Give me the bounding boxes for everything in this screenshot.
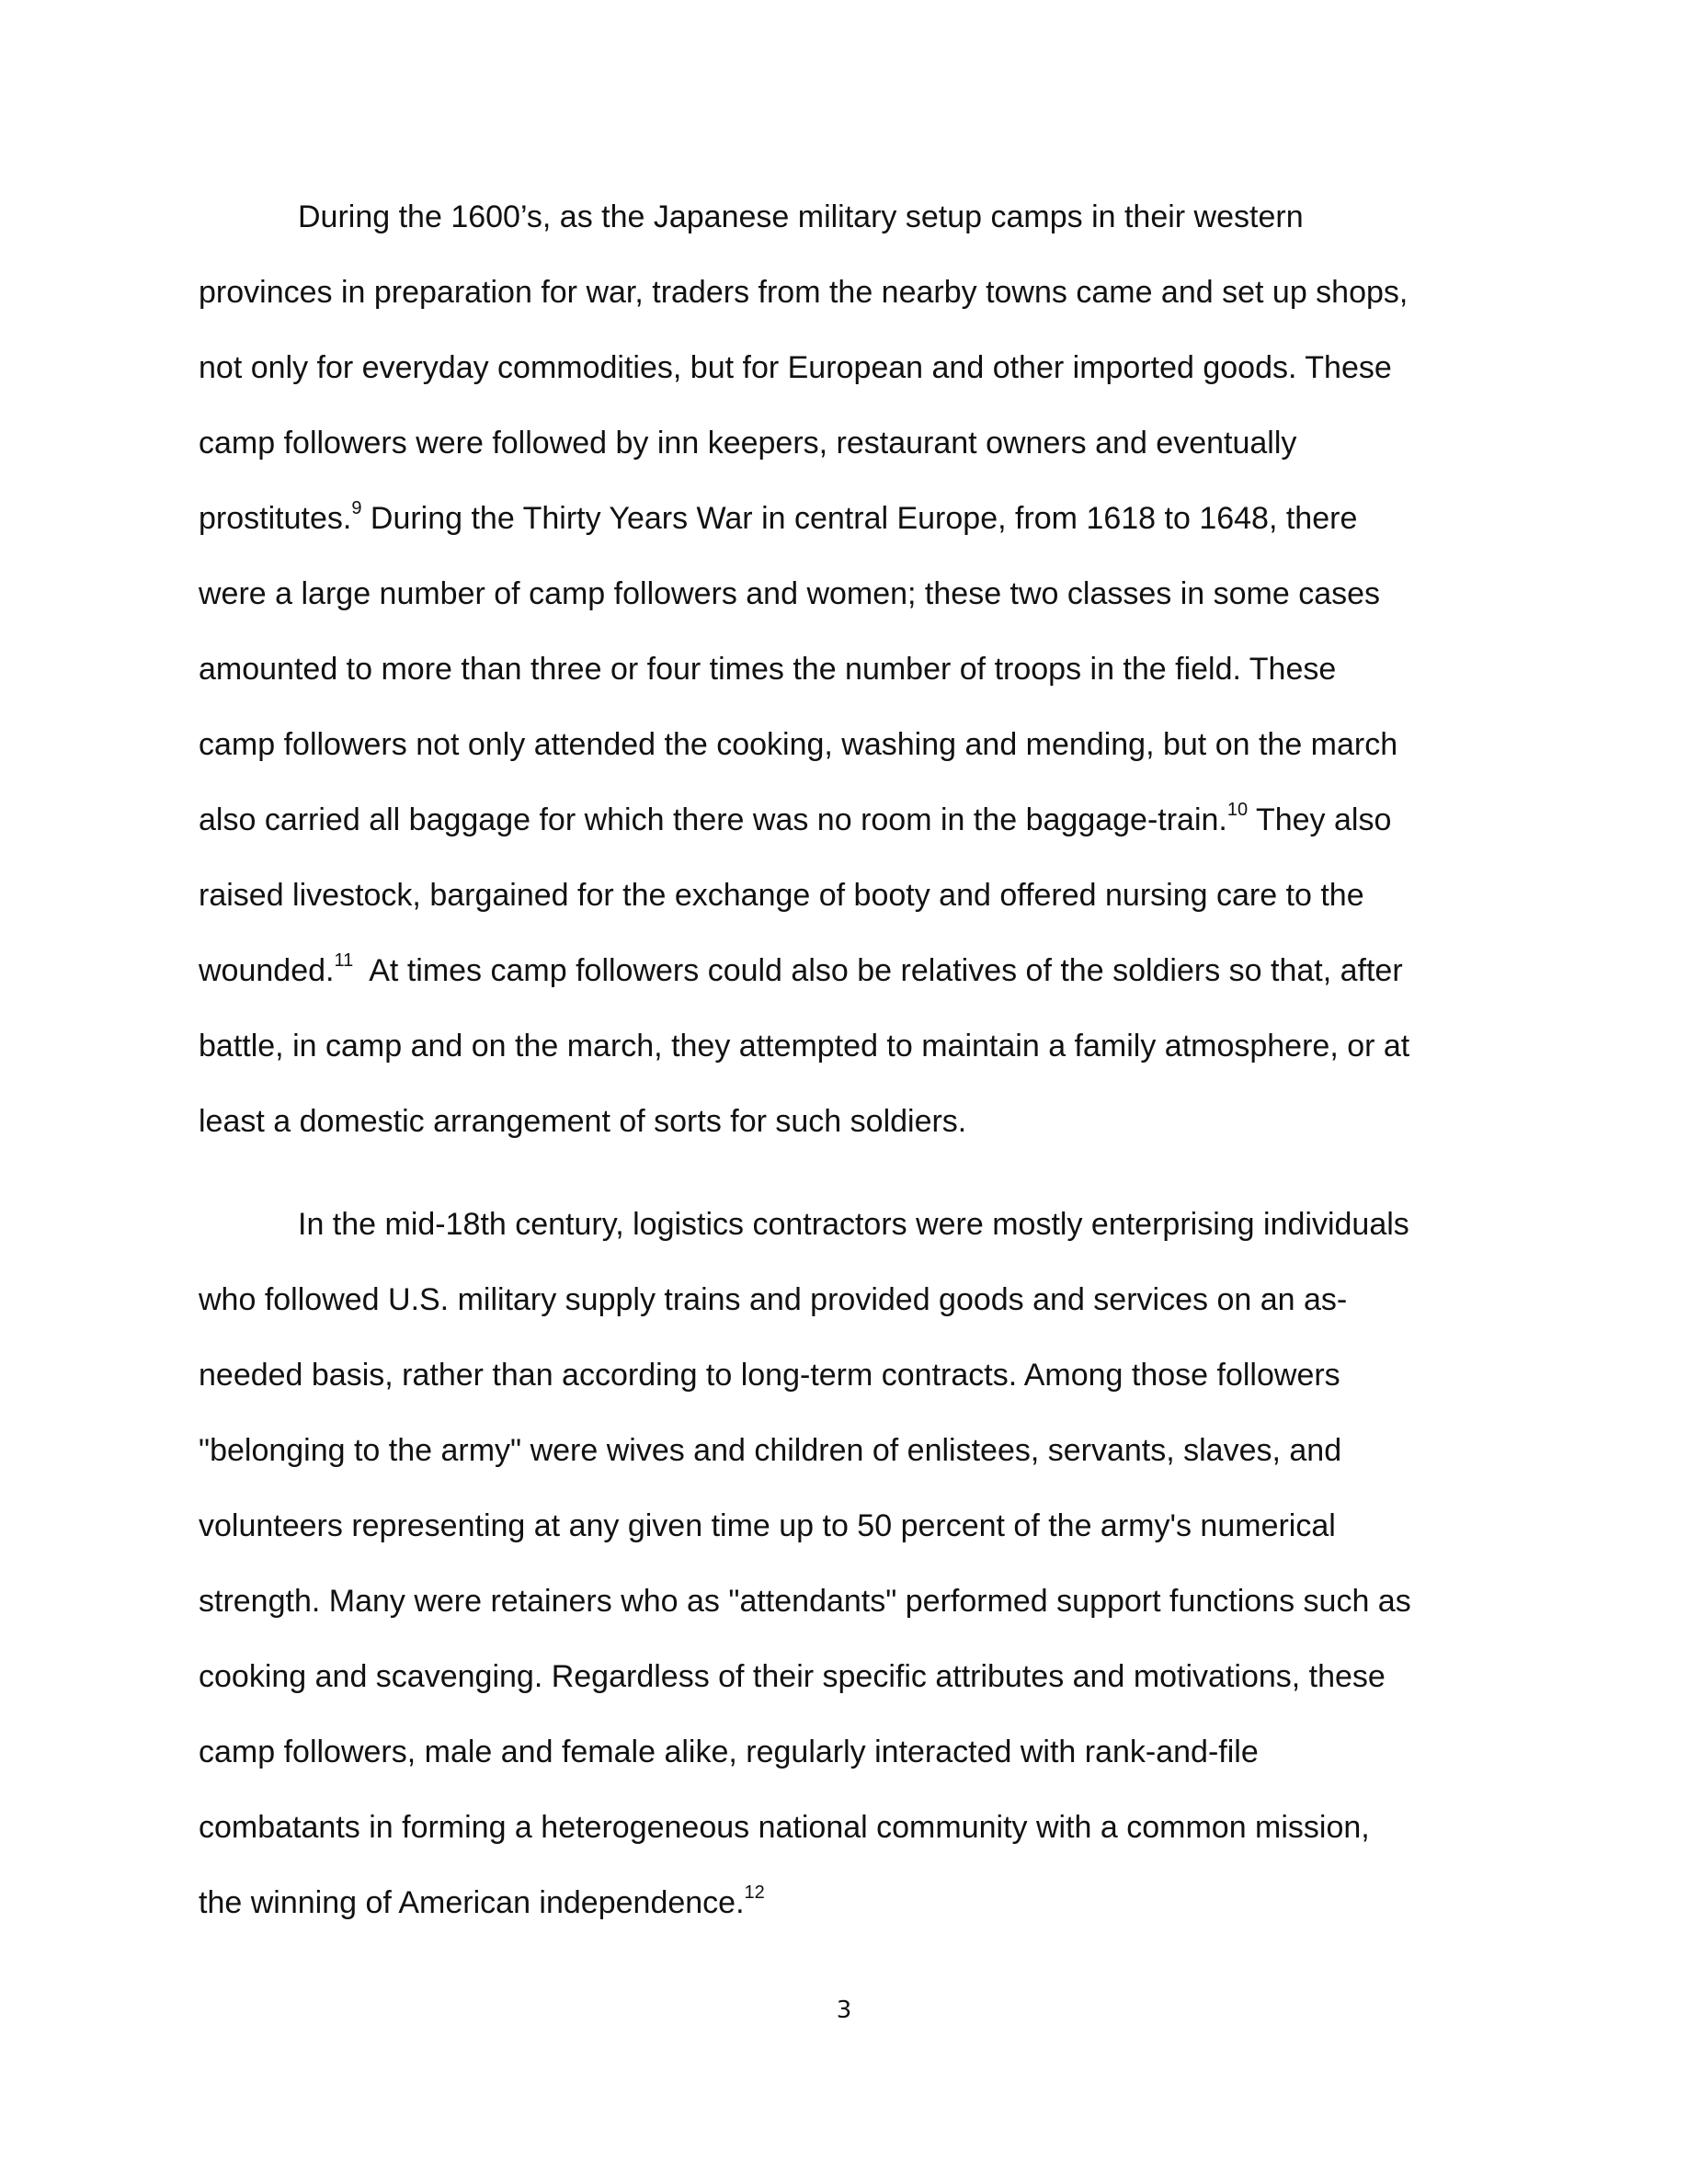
paragraph-line: least a domestic arrangement of sorts for such soldiers.	[199, 1104, 967, 1139]
paragraph-line: "belonging to the army" were wives and children of enlistees, servants, slaves, and	[199, 1433, 1342, 1468]
paragraph-line: wounded.$^{11}$ At times camp followers could also be relatives of the soldiers so that, after	[199, 950, 1403, 988]
paragraph-line: not only for everyday commodities, but for European and other imported goods. These	[199, 350, 1392, 385]
paragraph-line: raised livestock, bargained for the exchange of booty and offered nursing care to the	[199, 878, 1364, 913]
paragraph-line: amounted to more than three or four times the number of troops in the field. These	[199, 652, 1337, 687]
paragraph-line: volunteers representing at any given time up to 50 percent of the army's numerical	[199, 1508, 1336, 1543]
paragraph-line: battle, in camp and on the march, they attempted to maintain a family atmosphere, or at	[199, 1029, 1410, 1064]
footnote-marker: 9	[351, 497, 362, 518]
footnote-marker: 11	[334, 950, 354, 971]
page-number: 3	[836, 1996, 852, 2024]
paragraph-line: camp followers, male and female alike, regularly interacted with rank-and-file	[199, 1735, 1259, 1769]
footnote-marker: 10	[1226, 799, 1249, 820]
paragraph-line: were a large number of camp followers and women; these two classes in some cases	[199, 576, 1381, 611]
paragraph-line: cooking and scavenging. Regardless of their specific attributes and motivations, these	[199, 1659, 1386, 1694]
paragraph-line: camp followers were followed by inn keepers, restaurant owners and eventually	[199, 426, 1297, 461]
paragraph-line: camp followers not only attended the cooking, washing and mending, but on the march	[199, 727, 1398, 762]
paragraph-line: strength. Many were retainers who as "attendants" performed support functions such as	[199, 1584, 1411, 1619]
paragraph-line: During the 1600’s, as the Japanese military setup camps in their western	[298, 199, 1304, 234]
paragraph-line: combatants in forming a heterogeneous national community with a common mission,	[199, 1810, 1370, 1845]
paragraph-line: also carried all baggage for which there was no room in the baggage-train.$^{10}$ They also	[199, 799, 1392, 837]
paragraph-line: In the mid-18th century, logistics contractors were mostly enterprising individuals	[298, 1207, 1409, 1242]
footnote-marker: 12	[744, 1882, 765, 1903]
paragraph-line: the winning of American independence.$^{12}$	[199, 1882, 765, 1920]
paragraph-line: provinces in preparation for war, traders from the nearby towns came and set up shops,	[199, 275, 1409, 310]
paragraph-line: prostitutes.$^9$ During the Thirty Years War in central Europe, from 1618 to 1648, there	[199, 497, 1358, 536]
paragraph-line: needed basis, rather than according to long-term contracts. Among those followers	[199, 1358, 1340, 1393]
paragraph-line: who followed U.S. military supply trains and provided goods and services on an as-	[199, 1282, 1348, 1317]
